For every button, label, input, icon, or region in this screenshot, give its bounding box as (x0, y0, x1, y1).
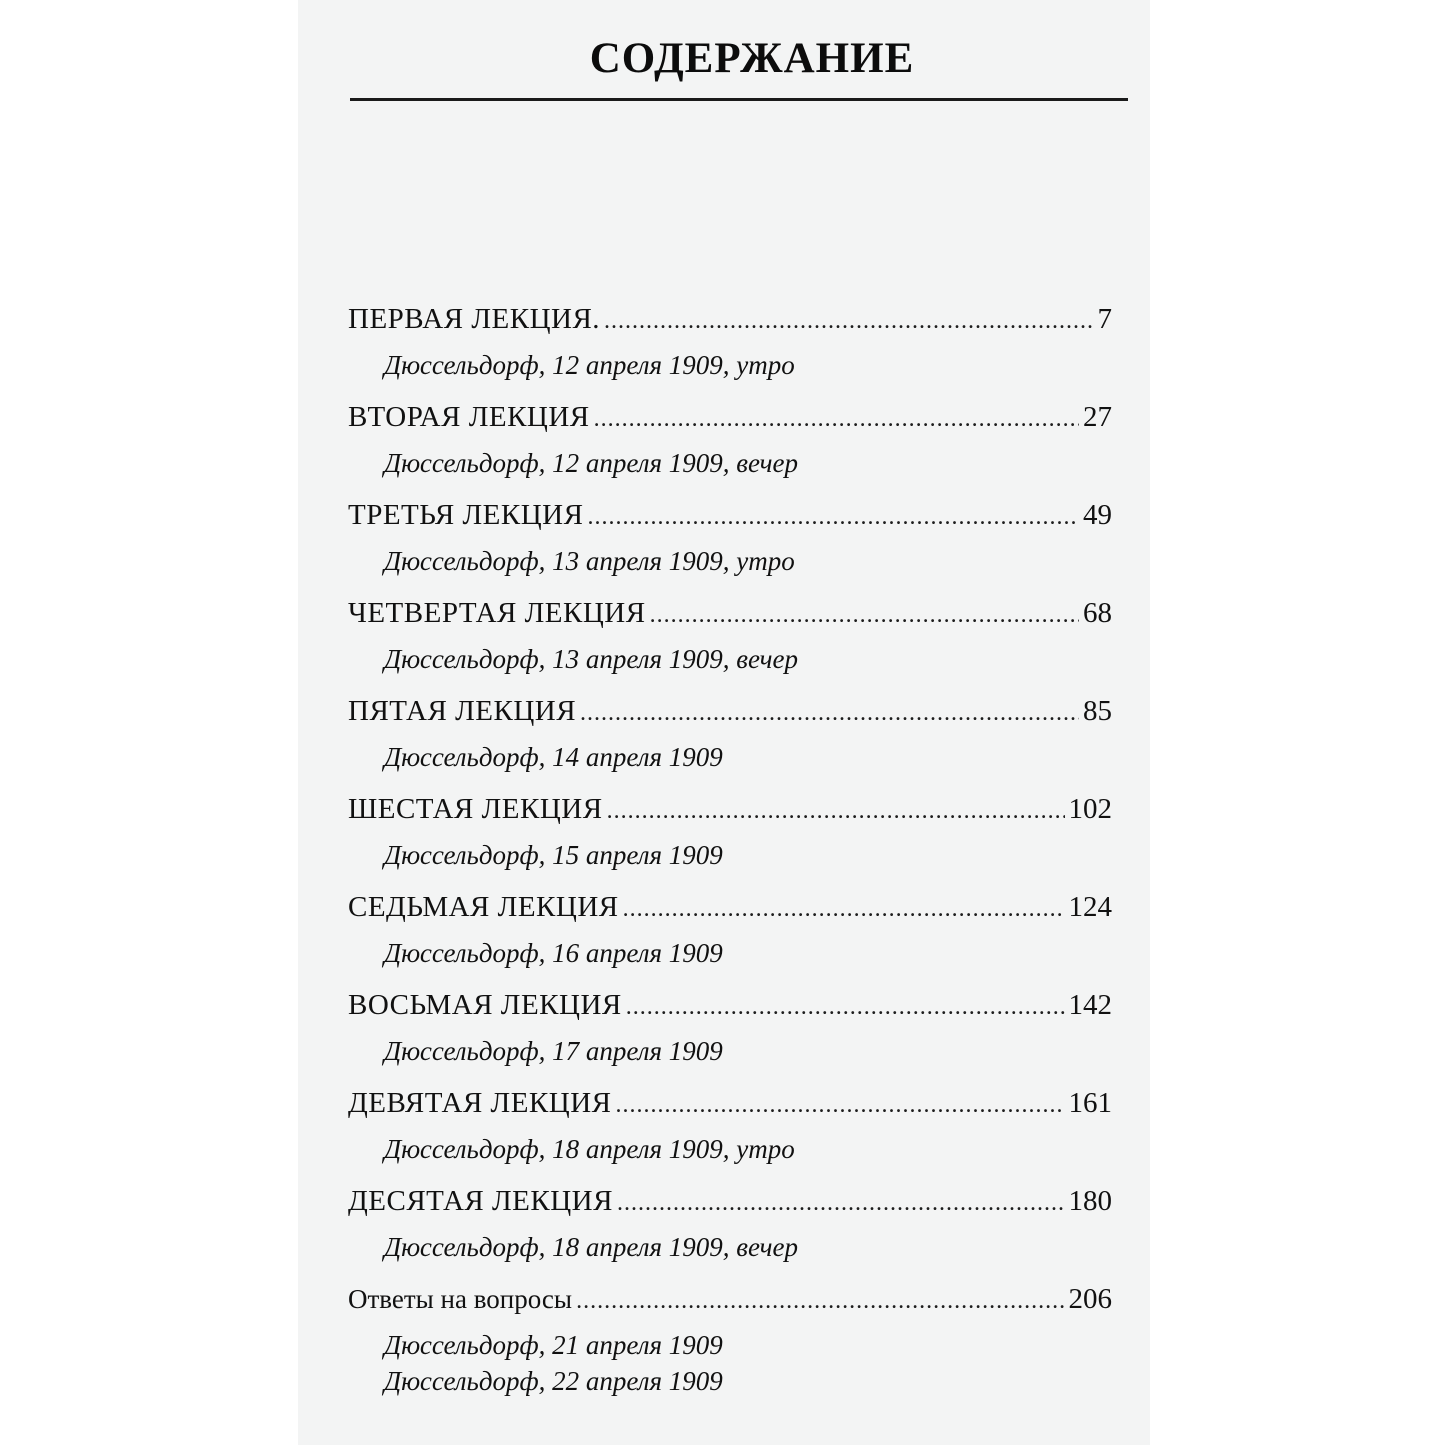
toc-subtitle: Дюссельдорф, 21 апреля 1909 (384, 1330, 723, 1360)
dot-leader (623, 896, 1065, 923)
toc-subtitle: Дюссельдорф, 12 апреля 1909, вечер (384, 448, 799, 478)
toc-line (348, 401, 1112, 445)
toc-subtitle: Дюссельдорф, 14 апреля 1909 (384, 742, 723, 772)
toc-line (348, 303, 1112, 347)
toc-page-number: 49 (1083, 499, 1112, 531)
toc-line (348, 597, 1112, 641)
toc-page-number: 142 (1068, 989, 1112, 1021)
toc-line (348, 989, 1112, 1033)
toc-line (348, 891, 1112, 935)
toc-heading: СЕДЬМАЯ ЛЕКЦИЯ (348, 891, 619, 923)
dot-leader (580, 700, 1079, 727)
toc-heading: ШЕСТАЯ ЛЕКЦИЯ (348, 793, 603, 825)
book-page (298, 0, 1150, 1445)
toc-subtitle: Дюссельдорф, 16 апреля 1909 (384, 938, 723, 968)
toc-heading: ПЕРВАЯ ЛЕКЦИЯ. (348, 303, 601, 335)
toc-heading: ПЯТАЯ ЛЕКЦИЯ (348, 695, 577, 727)
dot-leader (617, 1190, 1065, 1217)
toc-heading: ВТОРАЯ ЛЕКЦИЯ (348, 401, 590, 433)
toc-line (348, 1283, 1112, 1327)
toc-heading: ДЕВЯТАЯ ЛЕКЦИЯ (348, 1087, 612, 1119)
toc-heading: ВОСЬМАЯ ЛЕКЦИЯ (348, 989, 622, 1021)
toc-heading: Ответы на вопросы (348, 1284, 573, 1314)
dot-leader (576, 1288, 1064, 1315)
dot-leader (594, 406, 1079, 433)
toc-entry (348, 303, 1112, 401)
dot-leader (616, 1092, 1065, 1119)
toc-page-number: 124 (1068, 891, 1112, 923)
toc-line (348, 695, 1112, 739)
toc-heading: ТРЕТЬЯ ЛЕКЦИЯ (348, 499, 584, 531)
page-title: СОДЕРЖАНИЕ (589, 35, 915, 82)
toc-page-number: 161 (1068, 1087, 1112, 1119)
toc-subtitle: Дюссельдорф, 22 апреля 1909 (384, 1366, 723, 1396)
toc-subtitle: Дюссельдорф, 18 апреля 1909, вечер (384, 1232, 799, 1262)
toc-entry (348, 1283, 1112, 1399)
toc-entry (348, 891, 1112, 989)
toc-subtitle: Дюссельдорф, 18 апреля 1909, утро (384, 1134, 795, 1164)
toc-page-number: 180 (1068, 1185, 1112, 1217)
dot-leader (587, 504, 1079, 531)
toc-subtitle: Дюссельдорф, 15 апреля 1909 (384, 840, 723, 870)
toc-line (348, 1185, 1112, 1229)
title-rule (350, 98, 1128, 101)
toc-entry (348, 1185, 1112, 1283)
dot-leader (604, 308, 1093, 335)
toc-page-number: 206 (1068, 1283, 1112, 1315)
toc-heading: ЧЕТВЕРТАЯ ЛЕКЦИЯ (348, 597, 646, 629)
toc-subtitle: Дюссельдорф, 17 апреля 1909 (384, 1036, 723, 1066)
table-of-contents (348, 303, 1112, 1399)
toc-entry (348, 989, 1112, 1087)
toc-page-number: 85 (1083, 695, 1112, 727)
toc-line (348, 793, 1112, 837)
dot-leader (650, 602, 1079, 629)
toc-subtitle: Дюссельдорф, 13 апреля 1909, вечер (384, 644, 799, 674)
toc-entry (348, 793, 1112, 891)
toc-page-number: 27 (1083, 401, 1112, 433)
toc-entry (348, 499, 1112, 597)
toc-heading: ДЕСЯТАЯ ЛЕКЦИЯ (348, 1185, 613, 1217)
toc-entry (348, 597, 1112, 695)
toc-entry (348, 695, 1112, 793)
dot-leader (607, 798, 1065, 825)
toc-line (348, 1087, 1112, 1131)
toc-page-number: 68 (1083, 597, 1112, 629)
dot-leader (626, 994, 1065, 1021)
toc-subtitle: Дюссельдорф, 12 апреля 1909, утро (384, 350, 795, 380)
toc-line (348, 499, 1112, 543)
toc-subtitle: Дюссельдорф, 13 апреля 1909, утро (384, 546, 795, 576)
toc-entry (348, 401, 1112, 499)
toc-page-number: 102 (1068, 793, 1112, 825)
toc-entry (348, 1087, 1112, 1185)
toc-page-number: 7 (1097, 303, 1112, 335)
